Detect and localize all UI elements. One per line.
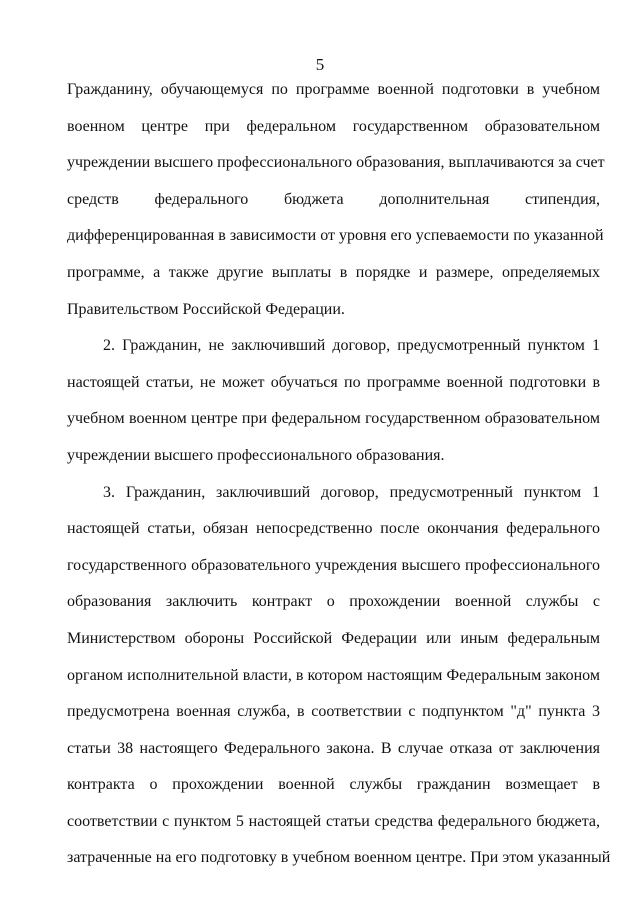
text-line: 3. Гражданин, заключивший договор, предусмотренный пунктом 1 [103,483,600,501]
text-line: предусмотрена военная служба, в соответствии с подпунктом "д" пункта 3 [67,703,600,721]
text-line: государственного образовательного учреждения высшего профессионального [67,556,600,574]
text-line: 2. Гражданин, не заключивший договор, предусмотренный пунктом 1 [103,337,600,355]
document-body [67,72,611,877]
text-line: настоящей статьи, не может обучаться по программе военной подготовки в [67,373,600,391]
text-line: затраченные на его подготовку в учебном военном центре. При этом указанный [67,849,611,867]
text-line: статьи 38 настоящего Федерального закона. В случае отказа от заключения [67,739,600,757]
text-line: учебном военном центре при федеральном государственном образовательном [67,410,600,428]
text-line: образования заключить контракт о прохождении военной службы с [67,593,600,611]
text-line: соответствии с пунктом 5 настоящей статьи средства федерального бюджета, [67,812,600,830]
page-number: 5 [315,55,325,74]
text-line: Правительством Российской Федерации. [67,300,345,318]
text-line: программе, а также другие выплаты в порядке и размере, определяемых [67,263,600,281]
text-line: Гражданину, обучающемуся по программе военной подготовки в учебном [67,81,600,98]
text-line: учреждении высшего профессионального образования, выплачиваются за счет [67,154,605,172]
paragraph-1 [67,72,605,328]
text-line: дифференцированная в зависимости от уровня его успеваемости по указанной [67,227,604,245]
text-line: органом исполнительной власти, в котором настоящим Федеральным законом [67,666,600,684]
paragraph-2 [67,328,600,474]
text-line: Министерством обороны Российской Федерации или иным федеральным [67,629,600,647]
text-line: учреждении высшего профессионального образования. [67,446,445,464]
text-line: контракта о прохождении военной службы гражданин возмещает в [67,776,600,794]
text-line: средств федерального бюджета дополнительная стипендия, [67,190,600,208]
paragraph-3 [67,475,611,878]
text-line: военном центре при федеральном государственном образовательном [67,117,600,135]
text-line: настоящей статьи, обязан непосредственно после окончания федерального [67,520,600,538]
